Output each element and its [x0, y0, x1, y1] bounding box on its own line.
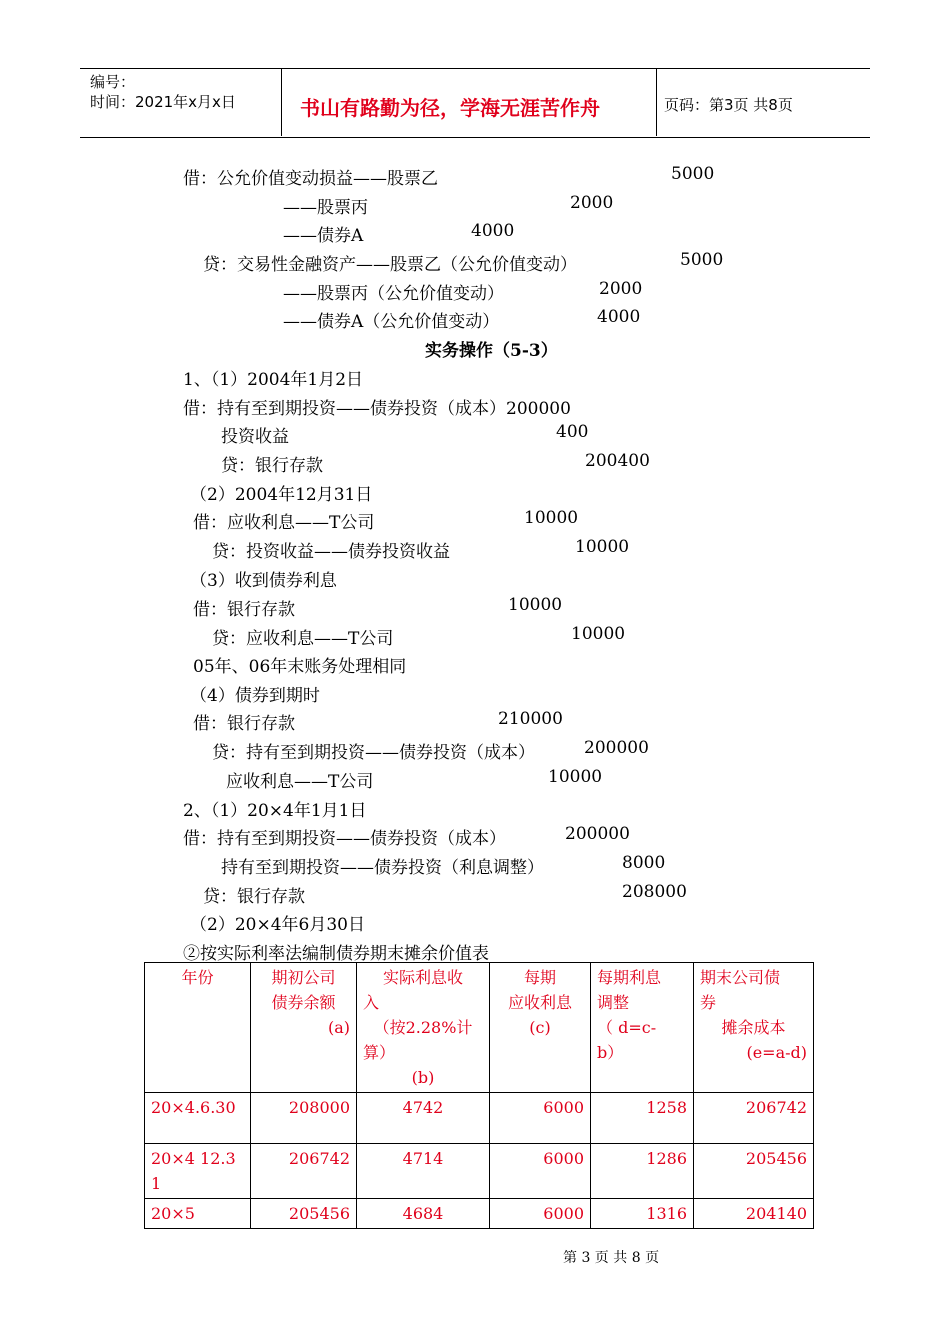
- journal-line: 借：银行存款: [193, 600, 295, 620]
- cell-interest-adjustment: 1286: [591, 1144, 694, 1199]
- journal-line: （3）收到债券利息: [190, 571, 337, 591]
- journal-line: ——债券A（公允价值变动）: [283, 312, 500, 332]
- header-line: (e=a-d): [746, 1043, 807, 1062]
- header-line: 期末公司债: [700, 968, 781, 987]
- header-receivable-interest: [490, 963, 591, 1093]
- journal-amount: 210000: [498, 709, 563, 729]
- table-row: [145, 1144, 814, 1199]
- journal-line: 贷：银行存款: [203, 887, 305, 907]
- cell-receivable-interest: 6000: [490, 1199, 591, 1229]
- header-amortized-cost: [694, 963, 814, 1093]
- header-line: (b): [411, 1068, 435, 1087]
- journal-line: 持有至到期投资——债券投资（利息调整）: [221, 858, 544, 878]
- journal-line: 贷：投资收益——债券投资收益: [212, 542, 450, 562]
- cell-year: 20×5: [145, 1199, 251, 1229]
- cell-amortized-cost: 204140: [694, 1199, 814, 1229]
- journal-line: 2、（1）20×4年1月1日: [183, 801, 367, 821]
- table-header-row: [145, 963, 814, 1093]
- journal-amount: 2000: [570, 193, 614, 213]
- journal-amount: 10000: [548, 767, 603, 787]
- journal-line: 借：持有至到期投资——债券投资（成本）: [183, 829, 506, 849]
- journal-line: 投资收益: [221, 427, 289, 447]
- time-label: 时间：2021年x月x日: [90, 93, 236, 111]
- header-interest-income: [357, 963, 490, 1093]
- journal-amount: 200000: [584, 738, 649, 758]
- header-year: [145, 963, 251, 1093]
- journal-line: 借：应收利息——T公司: [193, 513, 375, 533]
- journal-line: （2）2004年12月31日: [190, 485, 373, 505]
- cell-interest-adjustment: 1258: [591, 1093, 694, 1144]
- journal-amount: 200400: [585, 451, 650, 471]
- header-interest-adjustment: [591, 963, 694, 1093]
- cell-year: 20×4.6.30: [145, 1093, 251, 1144]
- journal-amount: 400: [556, 422, 589, 442]
- journal-line: （4）债券到期时: [190, 686, 320, 706]
- journal-line: 1、（1）2004年1月2日: [183, 370, 364, 390]
- page-label: 页码：第3页 共8页: [664, 96, 793, 114]
- cell-receivable-interest: 6000: [490, 1093, 591, 1144]
- amortization-table: [144, 962, 814, 1229]
- journal-line: 借：持有至到期投资——债券投资（成本）200000: [183, 399, 571, 419]
- journal-amount: 208000: [622, 882, 687, 902]
- journal-line: 贷：应收利息——T公司: [212, 629, 394, 649]
- journal-amount: 10000: [575, 537, 630, 557]
- header-line: 调整: [597, 993, 630, 1012]
- cell-opening-balance: 205456: [251, 1199, 357, 1229]
- journal-amount: 4000: [471, 221, 515, 241]
- section-heading: 实务操作（5-3）: [425, 341, 558, 361]
- header-line: 债券余额: [271, 993, 336, 1012]
- journal-line: 借：公允价值变动损益——股票乙: [183, 169, 438, 189]
- journal-amount: 10000: [524, 508, 579, 528]
- cell-amortized-cost: 205456: [694, 1144, 814, 1199]
- cell-interest-income: 4714: [357, 1144, 490, 1199]
- header-line: 实际利息收: [382, 968, 463, 987]
- journal-line: ——债券A: [283, 226, 364, 246]
- header-line: 年份: [181, 968, 214, 987]
- journal-line: （2）20×4年6月30日: [190, 915, 365, 935]
- number-label: 编号：: [90, 73, 136, 91]
- cell-interest-income: 4684: [357, 1199, 490, 1229]
- journal-amount: 200000: [565, 824, 630, 844]
- page-footer: 第 3 页 共 8 页: [563, 1250, 660, 1266]
- header-line: （按2.28%计: [373, 1018, 473, 1037]
- cell-opening-balance: 206742: [251, 1144, 357, 1199]
- table-caption: ②按实际利率法编制债券期末摊余价值表: [183, 944, 489, 964]
- cell-interest-income: 4742: [357, 1093, 490, 1144]
- journal-line: 借：银行存款: [193, 714, 295, 734]
- journal-amount: 8000: [622, 853, 666, 873]
- journal-line: 05年、06年末账务处理相同: [193, 657, 407, 677]
- header-line: 算）: [363, 1043, 396, 1062]
- header-line: 期初公司: [271, 968, 336, 987]
- journal-amount: 10000: [508, 595, 563, 615]
- header-line: 应收利息: [507, 993, 572, 1012]
- journal-line: 应收利息——T公司: [226, 772, 374, 792]
- header-opening-balance: [251, 963, 357, 1093]
- journal-amount: 5000: [680, 250, 724, 270]
- cell-receivable-interest: 6000: [490, 1144, 591, 1199]
- header-line: （ d=c-: [597, 1018, 657, 1037]
- table-row: [145, 1093, 814, 1144]
- header-line: (a): [327, 1018, 350, 1037]
- cell-interest-adjustment: 1316: [591, 1199, 694, 1229]
- journal-amount: 4000: [597, 307, 641, 327]
- motto: 书山有路勤为径，学海无涯苦作舟: [300, 96, 600, 120]
- journal-line: ——股票丙（公允价值变动）: [283, 284, 504, 304]
- header-line: 入: [363, 993, 380, 1012]
- header-line: b）: [597, 1043, 624, 1062]
- journal-amount: 2000: [599, 279, 643, 299]
- journal-amount: 10000: [571, 624, 626, 644]
- journal-line: 贷：银行存款: [221, 456, 323, 476]
- header-line: 每期利息: [597, 968, 662, 987]
- header-line: 每期: [523, 968, 556, 987]
- journal-line: 贷：持有至到期投资——债券投资（成本）: [212, 743, 535, 763]
- journal-line: ——股票丙: [283, 198, 368, 218]
- cell-amortized-cost: 206742: [694, 1093, 814, 1144]
- header-divider: [656, 68, 657, 136]
- header-line: 摊余成本: [721, 1018, 786, 1037]
- cell-opening-balance: 208000: [251, 1093, 357, 1144]
- table-row: [145, 1199, 814, 1229]
- header-line: 券: [700, 993, 717, 1012]
- journal-line: 贷：交易性金融资产——股票乙（公允价值变动）: [203, 255, 577, 275]
- journal-amount: 5000: [671, 164, 715, 184]
- header-divider: [281, 68, 282, 136]
- cell-year: 20×4 12.31: [145, 1144, 251, 1199]
- header-line: (c): [529, 1018, 551, 1037]
